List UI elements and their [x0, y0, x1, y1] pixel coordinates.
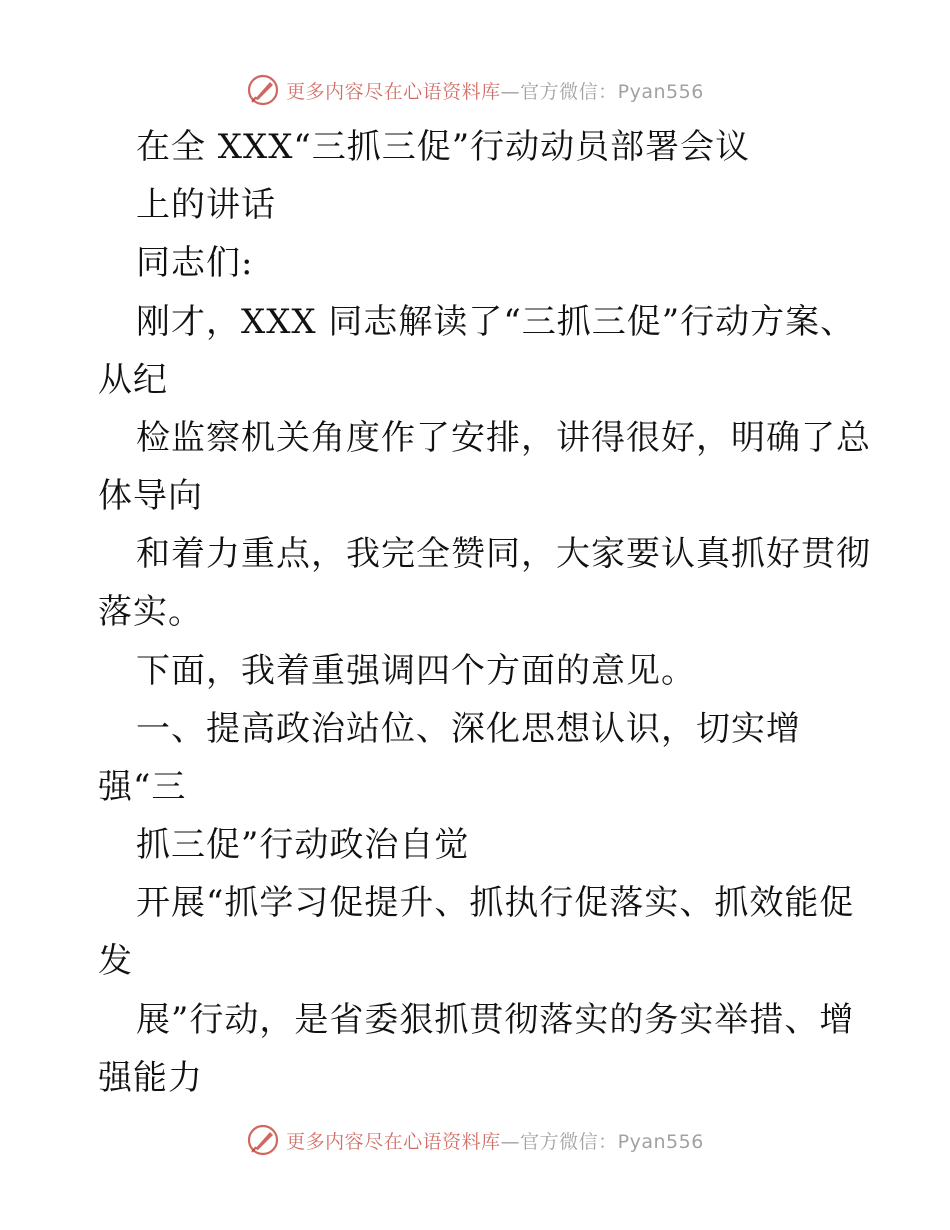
- paragraph-line: 体导向: [98, 476, 203, 516]
- paragraph-line: 和着力重点，我完全赞同，大家要认真抓好贯彻: [136, 534, 871, 574]
- quill-logo-icon: [246, 1123, 280, 1157]
- paragraph-line: 检监察机关角度作了安排，讲得很好，明确了总: [136, 418, 871, 458]
- doc-title-line-2: 上的讲话: [136, 185, 276, 225]
- footer-watermark: [0, 1120, 950, 1160]
- section-heading-line: 强“三: [98, 767, 187, 807]
- quill-logo-icon: [246, 73, 280, 107]
- paragraph-line: 发: [98, 941, 133, 981]
- doc-title-line-1: 在全 XXX“三抓三促”行动动员部署会议: [136, 127, 751, 167]
- watermark-text: 更多内容尽在心语资料库—官方微信：Pyan556: [286, 1130, 704, 1153]
- section-heading-line: 抓三促”行动政治自觉: [136, 825, 470, 865]
- paragraph-line: 从纪: [98, 360, 168, 400]
- paragraph-line: 落实。: [98, 592, 203, 632]
- section-heading-line: 一、提高政治站位、深化思想认识，切实增: [136, 709, 801, 749]
- header-watermark: [0, 70, 950, 110]
- paragraph-line: 开展“抓学习促提升、抓执行促落实、抓效能促: [136, 883, 855, 923]
- paragraph-line: 刚才，XXX 同志解读了“三抓三促”行动方案、: [136, 302, 856, 342]
- watermark-text: 更多内容尽在心语资料库—官方微信：Pyan556: [286, 80, 704, 103]
- paragraph-line: 展”行动，是省委狠抓贯彻落实的务实举措、增: [136, 1000, 855, 1040]
- paragraph-line: 强能力: [98, 1058, 203, 1098]
- paragraph-line: 下面，我着重强调四个方面的意见。: [136, 651, 696, 691]
- salutation: 同志们:: [136, 243, 254, 283]
